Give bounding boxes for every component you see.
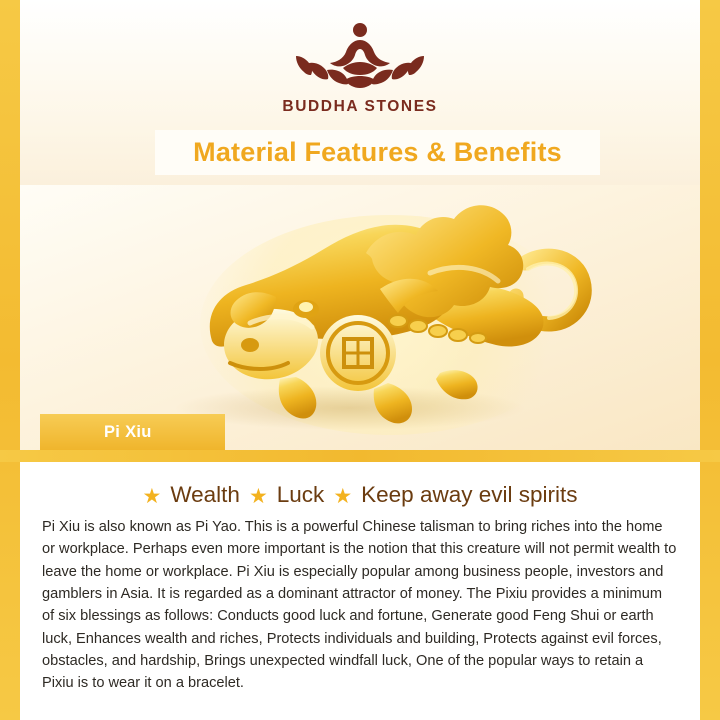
brand-name: BUDDHA STONES xyxy=(282,98,438,115)
star-icon: ★ xyxy=(142,484,162,508)
divider-gold-bar xyxy=(0,450,720,462)
star-icon: ★ xyxy=(333,484,353,508)
benefit-luck: Luck xyxy=(276,482,325,507)
title-band xyxy=(155,130,600,175)
product-label: Pi Xiu xyxy=(104,422,152,441)
star-icon: ★ xyxy=(248,484,268,508)
page-title: Material Features & Benefits xyxy=(193,137,562,167)
left-gold-bar xyxy=(0,0,20,720)
product-label-tag xyxy=(40,414,225,450)
benefits-row xyxy=(42,482,678,508)
product-image-section xyxy=(20,185,700,450)
content-section xyxy=(20,462,700,720)
benefit-evil-spirits: Keep away evil spirits xyxy=(361,482,578,507)
header-section xyxy=(20,0,700,185)
benefit-wealth: Wealth xyxy=(170,482,240,507)
lotus-meditation-icon xyxy=(20,14,700,96)
brand-logo xyxy=(20,14,700,116)
right-gold-bar xyxy=(700,0,720,720)
description-paragraph: Pi Xiu is also known as Pi Yao. This is a powerful Chinese talisman to bring riches into the home or workplace. Perhaps even more important is the notion that this creature will not permit wealth to leave the home or workplace. Pi Xiu is especially popular among business people, investors and gamblers in Asia. It is regarded as a dominant attractor of money. The Pixiu provides a minimum of six blessings as follows: Conducts good luck and fortune, Generate good Feng Shui or earth luck, Enhances wealth and riches, Protects individuals and building, Protects against evil forces, obstacles, and hardship, Brings unexpected windfall luck, One of the popular ways to retain a Pixiu is to wear it on a bracelet. xyxy=(42,519,677,692)
